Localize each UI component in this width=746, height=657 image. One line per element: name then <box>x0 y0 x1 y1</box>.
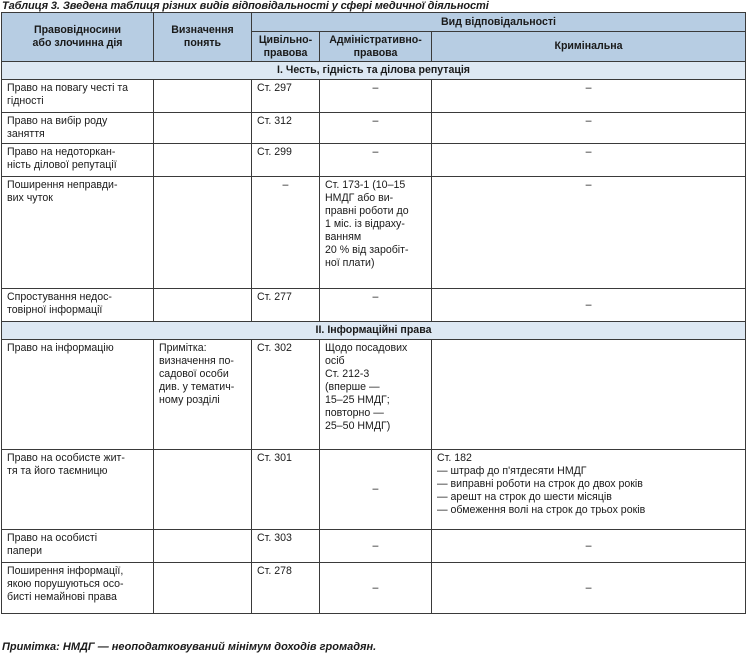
criminal-cell <box>432 450 746 530</box>
criminal-cell <box>432 340 746 450</box>
cell-line: — штраф до п'ятдесяти НМДГ <box>437 465 587 477</box>
definition-cell <box>154 144 252 177</box>
cell-line: бисті немайнові права <box>7 591 117 603</box>
administrative-cell <box>320 340 432 450</box>
cell-line: визначення по- <box>159 355 234 367</box>
definition-cell <box>154 177 252 289</box>
responsibility-table <box>1 12 746 614</box>
table-row <box>2 530 746 563</box>
civil-cell: Ст. 303 <box>252 530 320 563</box>
section-title: ІІ. Інформаційні права <box>2 322 746 340</box>
cell-line: (вперше — <box>325 381 380 393</box>
criminal-cell: – <box>432 289 746 322</box>
cell-line: повторно — <box>325 407 384 419</box>
cell-line: Ст. 212-3 <box>325 368 370 380</box>
cell-line: — арешт на строк до шести місяців <box>437 491 612 503</box>
civil-cell: Ст. 297 <box>252 80 320 113</box>
table-row <box>2 450 746 530</box>
relation-cell <box>2 289 154 322</box>
relation-cell <box>2 530 154 563</box>
administrative-cell: – <box>320 563 432 614</box>
cell-line: НМДГ або ви- <box>325 192 394 204</box>
definition-cell <box>154 563 252 614</box>
cell-line: 25–50 НМДГ) <box>325 420 391 432</box>
criminal-cell: – <box>432 177 746 289</box>
civil-cell: Ст. 277 <box>252 289 320 322</box>
criminal-cell: – <box>432 113 746 144</box>
cell-line: 15–25 НМДГ; <box>325 394 390 406</box>
definition-cell <box>154 80 252 113</box>
cell-line: 20 % від заробіт- <box>325 244 409 256</box>
cell-line: тя та його таємницю <box>7 465 108 477</box>
definition-cell <box>154 289 252 322</box>
table-row <box>2 177 746 289</box>
cell-line: ної плати) <box>325 257 375 269</box>
header-civil: Цивільно- правова <box>252 32 320 62</box>
administrative-cell: – <box>320 289 432 322</box>
header-criminal: Кримінальна <box>432 32 746 62</box>
section-row-information <box>2 322 746 340</box>
relation-cell <box>2 144 154 177</box>
civil-cell: Ст. 299 <box>252 144 320 177</box>
cell-line: 1 міс. із відраху- <box>325 218 405 230</box>
cell-line: ність ділової репутації <box>7 159 117 171</box>
header-definitions: Визначення понять <box>154 13 252 62</box>
relation-cell <box>2 177 154 289</box>
cell-line: Право на недоторкан- <box>7 146 116 158</box>
cell-line: осіб <box>325 355 345 367</box>
table-row <box>2 80 746 113</box>
relation-cell <box>2 113 154 144</box>
table-row <box>2 563 746 614</box>
header-responsibility-group: Вид відповідальності <box>252 13 746 32</box>
table-row <box>2 289 746 322</box>
cell-line: Право на особисте жит- <box>7 452 125 464</box>
cell-line: Поширення неправди- <box>7 179 118 191</box>
table-row <box>2 340 746 450</box>
administrative-cell: – <box>320 530 432 563</box>
relation-cell <box>2 450 154 530</box>
cell-line: Примітка: <box>159 342 207 354</box>
cell-line: заняття <box>7 128 45 140</box>
cell-line: Право на інформацію <box>7 342 114 354</box>
cell-line: Ст. 182 <box>437 452 472 464</box>
section-title: І. Честь, гідність та ділова репутація <box>2 62 746 80</box>
section-row-honor <box>2 62 746 80</box>
cell-line: — виправні роботи на строк до двох років <box>437 478 643 490</box>
cell-line: Право на вибір роду <box>7 115 108 127</box>
cell-line: ванням <box>325 231 362 243</box>
criminal-cell: – <box>432 530 746 563</box>
administrative-cell: – <box>320 144 432 177</box>
cell-line: Ст. 173-1 (10–15 <box>325 179 406 191</box>
relation-cell <box>2 80 154 113</box>
table-caption: Таблиця 3. Зведена таблиця різних видів відповідальності у сфері медичної діяльності <box>2 0 489 12</box>
administrative-cell <box>320 177 432 289</box>
civil-cell: – <box>252 177 320 289</box>
table-row <box>2 113 746 144</box>
cell-line: Щодо посадових <box>325 342 408 354</box>
definition-cell <box>154 450 252 530</box>
cell-line: Поширення інформації, <box>7 565 124 577</box>
civil-cell: Ст. 302 <box>252 340 320 450</box>
table-note: Примітка: НМДГ — неоподатковуваний мінімум доходів громадян. <box>2 641 377 653</box>
table-row <box>2 144 746 177</box>
civil-cell: Ст. 278 <box>252 563 320 614</box>
definition-cell <box>154 113 252 144</box>
cell-line: див. у тематич- <box>159 381 235 393</box>
cell-line: Спростування недос- <box>7 291 112 303</box>
cell-line: — обмеження волі на строк до трьох років <box>437 504 646 516</box>
header-relations: Правовідносини або злочинна дія <box>2 13 154 62</box>
criminal-cell: – <box>432 144 746 177</box>
civil-cell: Ст. 312 <box>252 113 320 144</box>
cell-line: Право на особисті <box>7 532 98 544</box>
cell-line: садової особи <box>159 368 229 380</box>
cell-line: папери <box>7 545 43 557</box>
relation-cell <box>2 563 154 614</box>
cell-line: гідності <box>7 95 44 107</box>
definition-cell <box>154 340 252 450</box>
administrative-cell: – <box>320 450 432 530</box>
cell-line: товірної інформації <box>7 304 103 316</box>
administrative-cell: – <box>320 113 432 144</box>
header-administrative: Адміністративно- правова <box>320 32 432 62</box>
criminal-cell: – <box>432 563 746 614</box>
definition-cell <box>154 530 252 563</box>
criminal-cell: – <box>432 80 746 113</box>
cell-line: ному розділі <box>159 394 220 406</box>
cell-line: Право на повагу честі та <box>7 82 129 94</box>
cell-line: правні роботи до <box>325 205 409 217</box>
relation-cell <box>2 340 154 450</box>
cell-line: якою порушуються осо- <box>7 578 124 590</box>
civil-cell: Ст. 301 <box>252 450 320 530</box>
cell-line: вих чуток <box>7 192 53 204</box>
administrative-cell: – <box>320 80 432 113</box>
